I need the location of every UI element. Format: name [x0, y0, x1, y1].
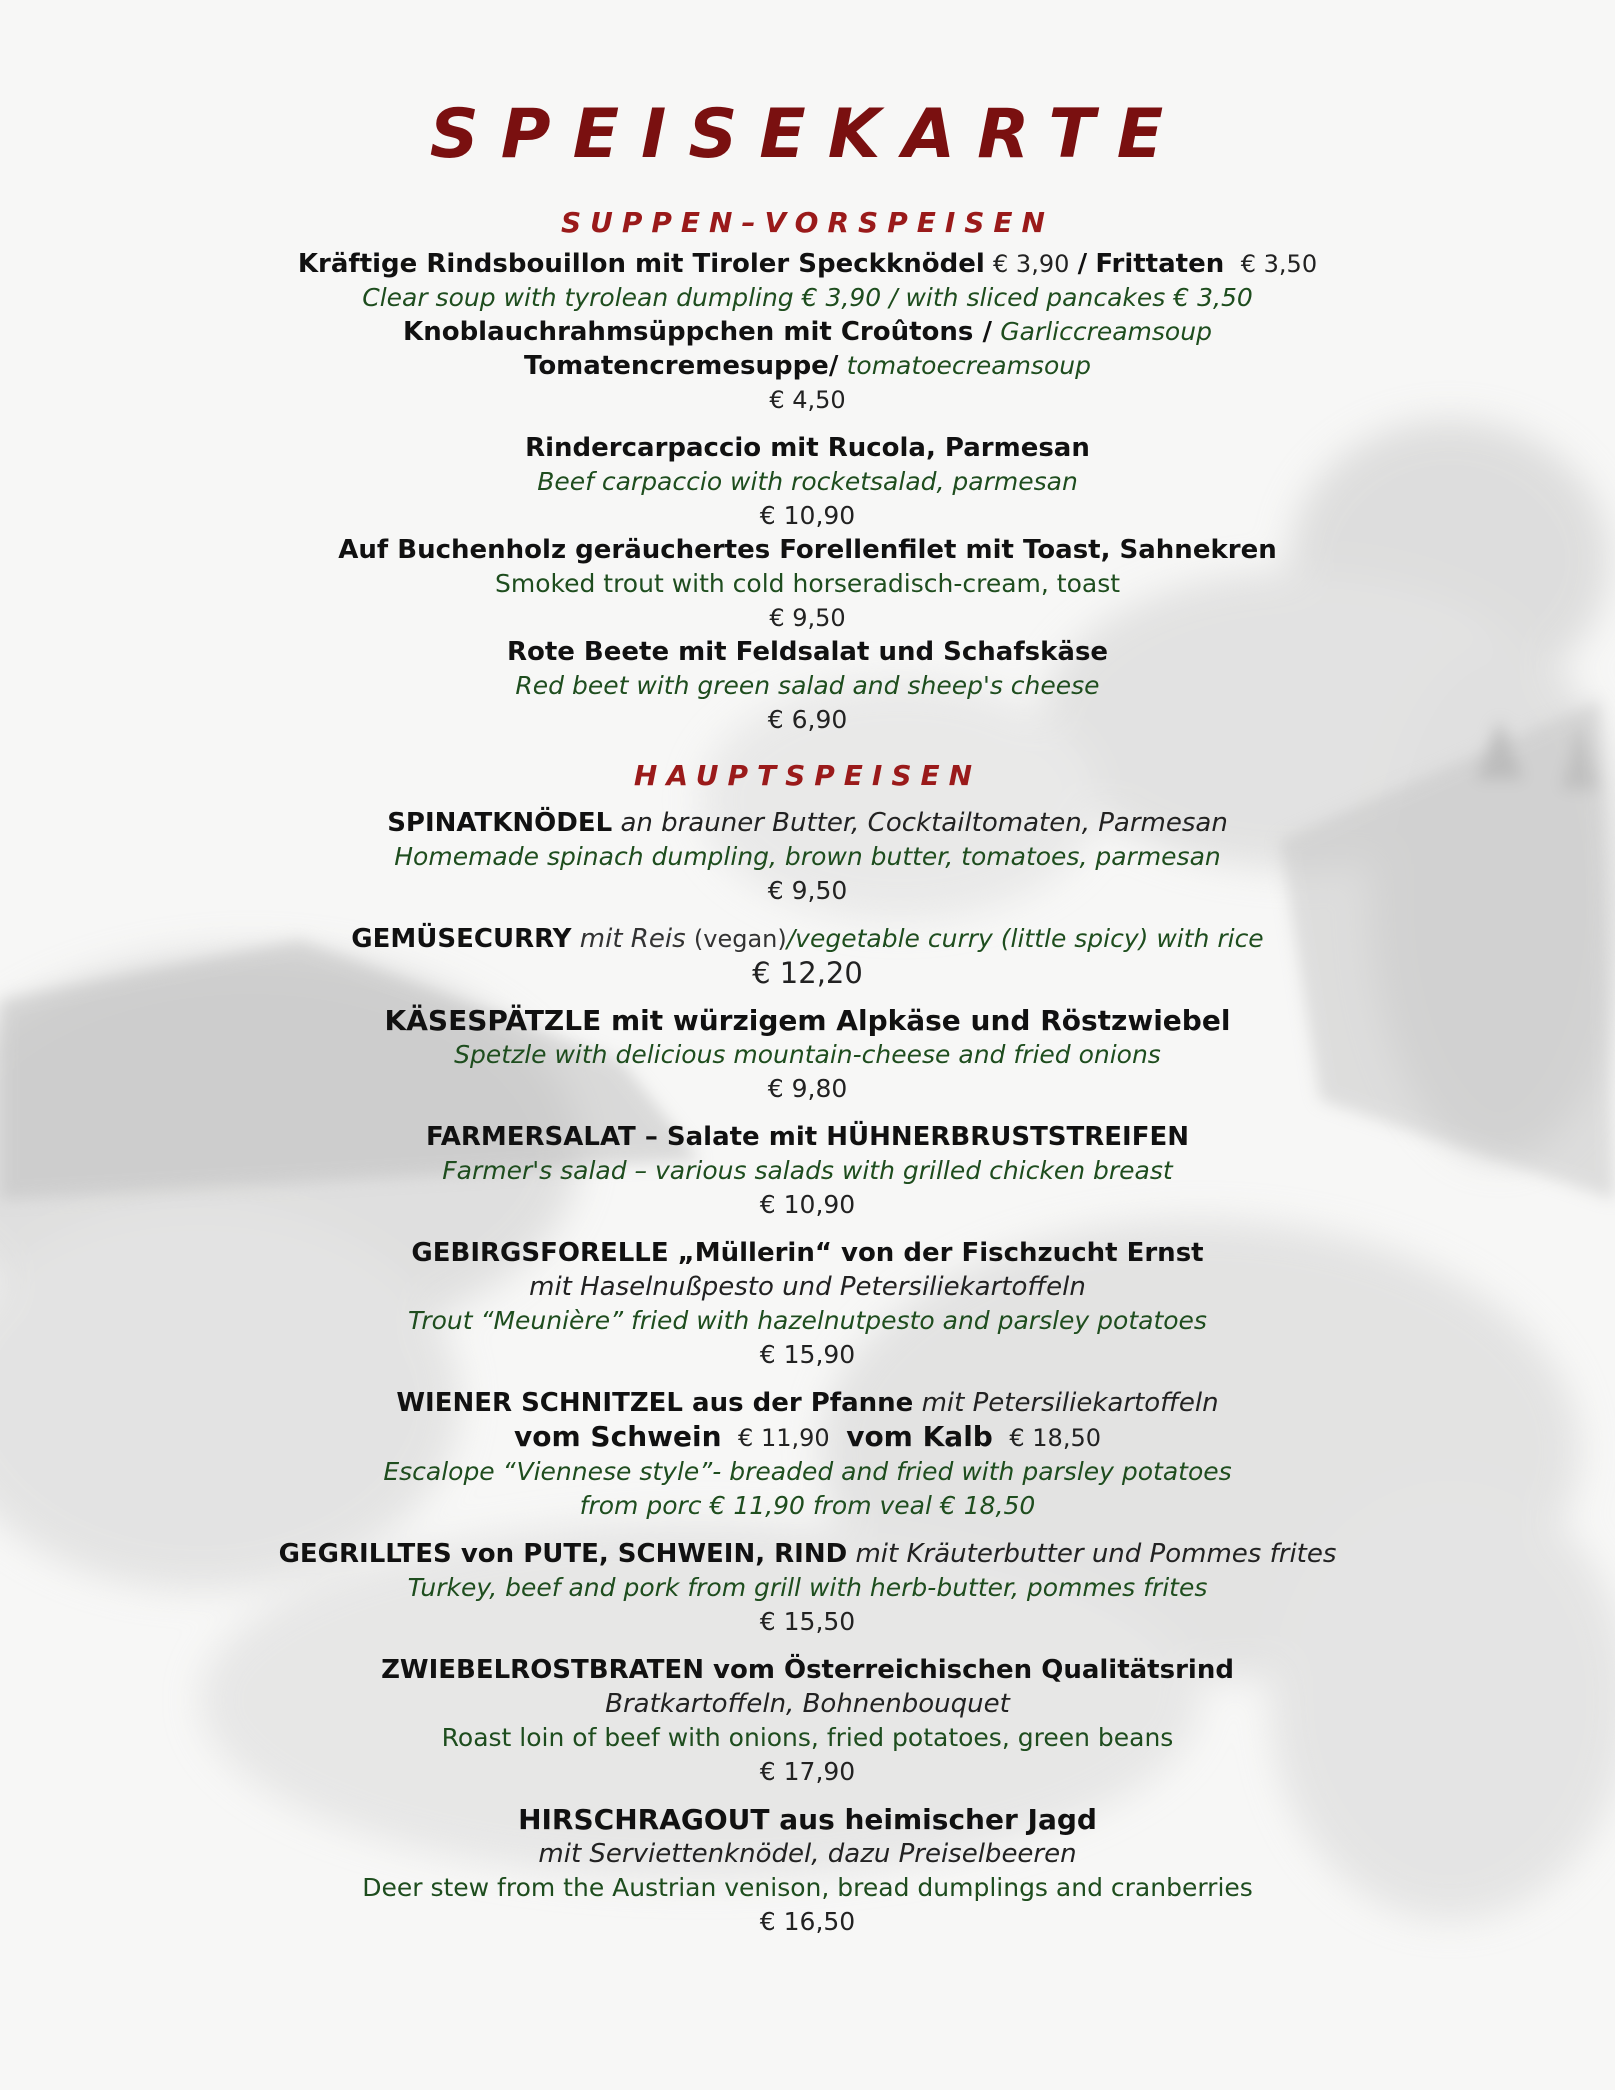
menu-item-schnitzel-english-prices: from porc € 11,90 from veal € 18,50: [579, 1491, 1036, 1520]
menu-item-zwiebelrostbraten-desc: Bratkartoffeln, Bohnenbouquet: [605, 1689, 1010, 1719]
menu-item-schnitzel-variants: vom Schwein € 11,90 vom Kalb € 18,50: [514, 1420, 1101, 1453]
menu-item-trout-price: € 9,50: [769, 604, 846, 632]
menu-item-schnitzel: WIENER SCHNITZEL aus der Pfanne mit Petersiliekartoffeln: [396, 1388, 1219, 1418]
menu-item-spaetzle-price: € 9,80: [767, 1074, 848, 1103]
menu-item-hirschragout-english: Deer stew from the Austrian venison, bread dumplings and cranberries: [362, 1873, 1253, 1902]
menu-item-curry-price: € 12,20: [752, 956, 863, 990]
menu-item-forelle-english: Trout “Meunière” fried with hazelnutpesto and parsley potatoes: [408, 1306, 1207, 1335]
section-heading-mains: HAUPTSPEISEN: [633, 759, 982, 792]
menu-item-beet-english: Red beet with green salad and sheep's cheese: [515, 671, 1100, 700]
menu-item-forelle: GEBIRGSFORELLE „Müllerin“ von der Fischzucht Ernst: [411, 1238, 1204, 1268]
menu-item-tomato-soup: Tomatencremesuppe/ tomatoecreamsoup: [524, 351, 1091, 381]
menu-item-hirschragout-price: € 16,50: [759, 1907, 856, 1936]
menu-item-schnitzel-english: Escalope “Viennese style”- breaded and fried with parsley potatoes: [383, 1457, 1232, 1486]
menu-item-beet-price: € 6,90: [767, 705, 848, 734]
section-heading-starters: SUPPEN–VORSPEISEN: [560, 206, 1054, 239]
menu-item-spaetzle-english: Spetzle with delicious mountain-cheese and fried onions: [454, 1040, 1161, 1069]
menu-item-zwiebelrostbraten-price: € 17,90: [759, 1757, 856, 1786]
menu-item-grill-english: Turkey, beef and pork from grill with herb-butter, pommes frites: [407, 1573, 1208, 1602]
page-title: SPEISEKARTE: [429, 95, 1186, 174]
menu-item-curry: GEMÜSECURRY mit Reis (vegan)/vegetable curry (little spicy) with rice: [351, 924, 1264, 954]
menu-item-farmer-salad-price: € 10,90: [759, 1190, 856, 1219]
menu-item-farmer-salad-english: Farmer's salad – various salads with grilled chicken breast: [442, 1156, 1173, 1185]
menu-item-spinach-english: Homemade spinach dumpling, brown butter, tomatoes, parmesan: [394, 842, 1221, 871]
menu-item-spaetzle: KÄSESPÄTZLE mit würzigem Alpkäse und Röstzwiebel: [384, 1004, 1231, 1037]
menu-item-grill: GEGRILLTES von PUTE, SCHWEIN, RIND mit Kräuterbutter und Pommes frites: [278, 1539, 1337, 1569]
menu-item-trout-english: Smoked trout with cold horseradisch-cream, toast: [494, 569, 1121, 598]
menu-item-zwiebelrostbraten: ZWIEBELROSTBRATEN vom Österreichischen Qualitätsrind: [381, 1655, 1234, 1685]
menu-item-hirschragout-desc: mit Serviettenknödel, dazu Preiselbeeren: [538, 1839, 1077, 1869]
menu-item-trout: Auf Buchenholz geräuchertes Forellenfilet mit Toast, Sahnekren: [338, 535, 1277, 565]
menu-item-garlic-soup: Knoblauchrahmsüppchen mit Croûtons / Garliccreamsoup: [403, 317, 1212, 347]
menu-item-grill-price: € 15,50: [759, 1607, 856, 1636]
menu-item-forelle-desc: mit Haselnußpesto und Petersiliekartoffeln: [529, 1272, 1086, 1302]
menu-item-farmer-salad: FARMERSALAT – Salate mit HÜHNERBRUSTSTREIFEN: [425, 1122, 1190, 1152]
menu-item-carpaccio: Rindercarpaccio mit Rucola, Parmesan: [525, 433, 1090, 463]
menu-item-spinach-price: € 9,50: [767, 876, 848, 905]
menu-item-forelle-price: € 15,90: [759, 1340, 856, 1369]
menu-item-hirschragout: HIRSCHRAGOUT aus heimischer Jagd: [518, 1803, 1097, 1836]
menu-item-carpaccio-english: Beef carpaccio with rocketsalad, parmesan: [537, 467, 1078, 496]
soup-price: € 4,50: [769, 386, 846, 414]
menu-item-beet: Rote Beete mit Feldsalat und Schafskäse: [506, 637, 1109, 667]
menu-item-bouillon: Kräftige Rindsbouillon mit Tiroler Speckknödel € 3,90 / Frittaten € 3,50: [297, 249, 1318, 279]
menu-item-zwiebelrostbraten-english: Roast loin of beef with onions, fried potatoes, green beans: [441, 1723, 1174, 1752]
menu-item-spinach: SPINATKNÖDEL an brauner Butter, Cocktailtomaten, Parmesan: [387, 808, 1228, 838]
menu-item-bouillon-english: Clear soup with tyrolean dumpling € 3,90 / with sliced pancakes € 3,50: [362, 283, 1253, 312]
menu-item-carpaccio-price: € 10,90: [759, 501, 856, 530]
